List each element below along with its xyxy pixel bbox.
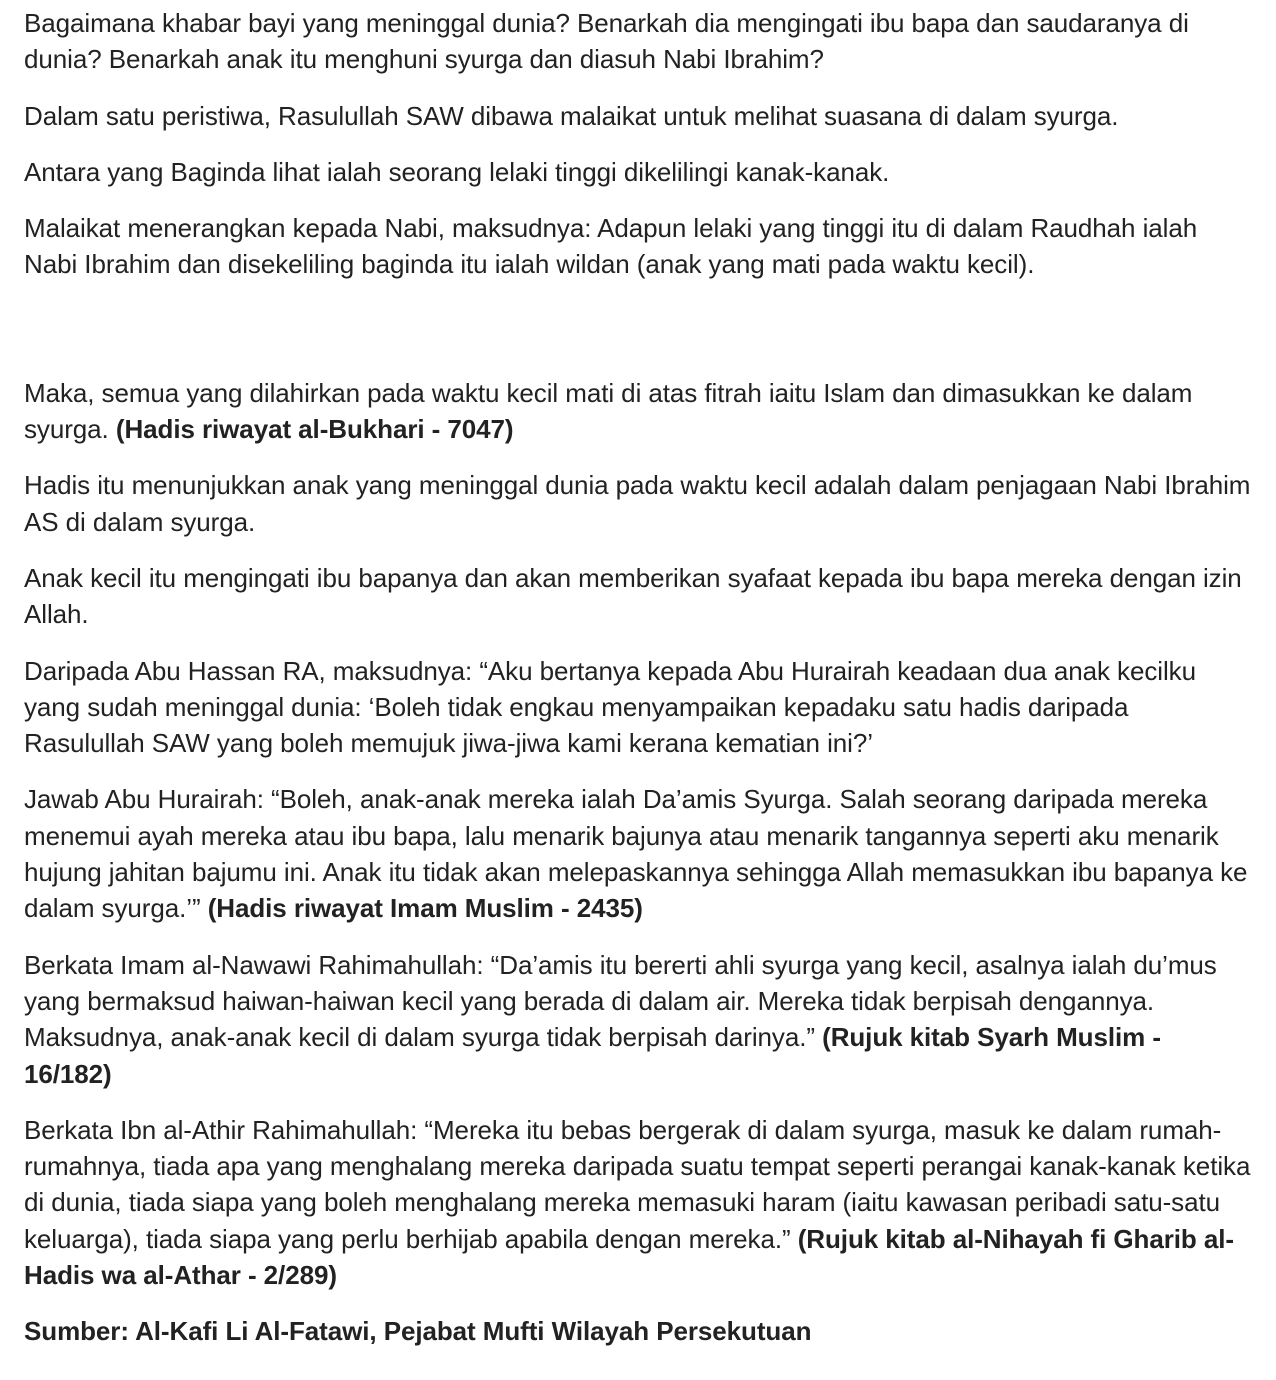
citation: (Hadis riwayat Imam Muslim - 2435) <box>207 893 643 924</box>
paragraph-text: Berkata Ibn al-Athir Rahimahullah: “Mereka itu bebas bergerak di dalam syurga, masuk ke dalam rumah-rumahnya, tiada apa yang menghalang mereka daripada suatu tempat seperti perangai kanak-kanak ketika di dunia, tiada siapa yang boleh menghalang mereka memasuki haram (iaitu kawasan peribadi satu-satu keluarga), tiada siapa yang perlu berhijab apabila dengan mereka.” <box>24 1114 1251 1254</box>
paragraph-abu-hassan: Daripada Abu Hassan RA, maksudnya: “Aku bertanya kepada Abu Hurairah keadaan dua anak kecilku yang sudah meninggal dunia: ‘Boleh tidak engkau menyampaikan kepadaku satu hadis daripada Rasulullah SAW yang boleh memujuk jiwa-jiwa kami kerana kematian ini?’ <box>24 655 1196 759</box>
paragraph-event: Dalam satu peristiwa, Rasulullah SAW dibawa malaikat untuk melihat suasana di dalam syurga. <box>24 100 1119 131</box>
paragraph-abu-hurairah <box>24 781 1252 926</box>
citation: (Rujuk kitab Syarh Muslim - 16/182) <box>24 1022 1161 1089</box>
paragraph-intro: Bagaimana khabar bayi yang meninggal dunia? Benarkah dia mengingati ibu bapa dan saudaranya di dunia? Benarkah anak itu menghuni syurga dan diasuh Nabi Ibrahim? <box>24 8 1189 75</box>
paragraph-hadith-meaning: Hadis itu menunjukkan anak yang meninggal dunia pada waktu kecil adalah dalam penjagaan Nabi Ibrahim AS di dalam syurga. <box>24 470 1251 537</box>
paragraph-intercession: Anak kecil itu mengingati ibu bapanya dan akan memberikan syafaat kepada ibu bapa mereka dengan izin Allah. <box>24 562 1242 630</box>
paragraph-text: Berkata Imam al-Nawawi Rahimahullah: “Da’amis itu bererti ahli syurga yang kecil, asalnya ialah du’mus yang bermaksud haiwan-haiwan kecil yang berada di dalam air. Mereka tidak berpisah dengannya. Maksudnya, anak-anak kecil di dalam syurga tidak berpisah darinya.” <box>24 949 1217 1053</box>
paragraph-fitrah <box>24 375 1252 448</box>
paragraph-text: Jawab Abu Hurairah: “Boleh, anak-anak mereka ialah Da’amis Syurga. Salah seorang daripada mereka menemui ayah mereka atau ibu bapa, lalu menarik bajunya atau menarik tangannya seperti aku menarik hujung jahitan bajumu ini. Anak itu tidak akan melepaskannya sehingga Allah memasukkan ibu bapanya ke dalam syurga.’” <box>24 784 1248 924</box>
paragraph-angel-explanation: Malaikat menerangkan kepada Nabi, maksudnya: Adapun lelaki yang tinggi itu di dalam Raudhah ialah Nabi Ibrahim dan disekeliling baginda itu ialah wildan (anak yang mati pada waktu kecil). <box>24 213 1198 280</box>
citation: (Hadis riwayat al-Bukhari - 7047) <box>115 414 514 445</box>
citation: (Rujuk kitab al-Nihayah fi Gharib al-Hadis wa al-Athar - 2/289) <box>24 1223 1234 1291</box>
paragraph-nawawi <box>24 947 1252 1092</box>
paragraph-ibn-athir <box>24 1112 1252 1293</box>
paragraph-gap <box>24 303 1252 375</box>
paragraph-vision: Antara yang Baginda lihat ialah seorang lelaki tinggi dikelilingi kanak-kanak. <box>24 156 890 187</box>
paragraph-text: Maka, semua yang dilahirkan pada waktu kecil mati di atas fitrah iaitu Islam dan dimasukkan ke dalam syurga. <box>24 377 1193 445</box>
source-credit: Sumber: Al-Kafi Li Al-Fatawi, Pejabat Mufti Wilayah Persekutuan <box>24 1316 812 1347</box>
